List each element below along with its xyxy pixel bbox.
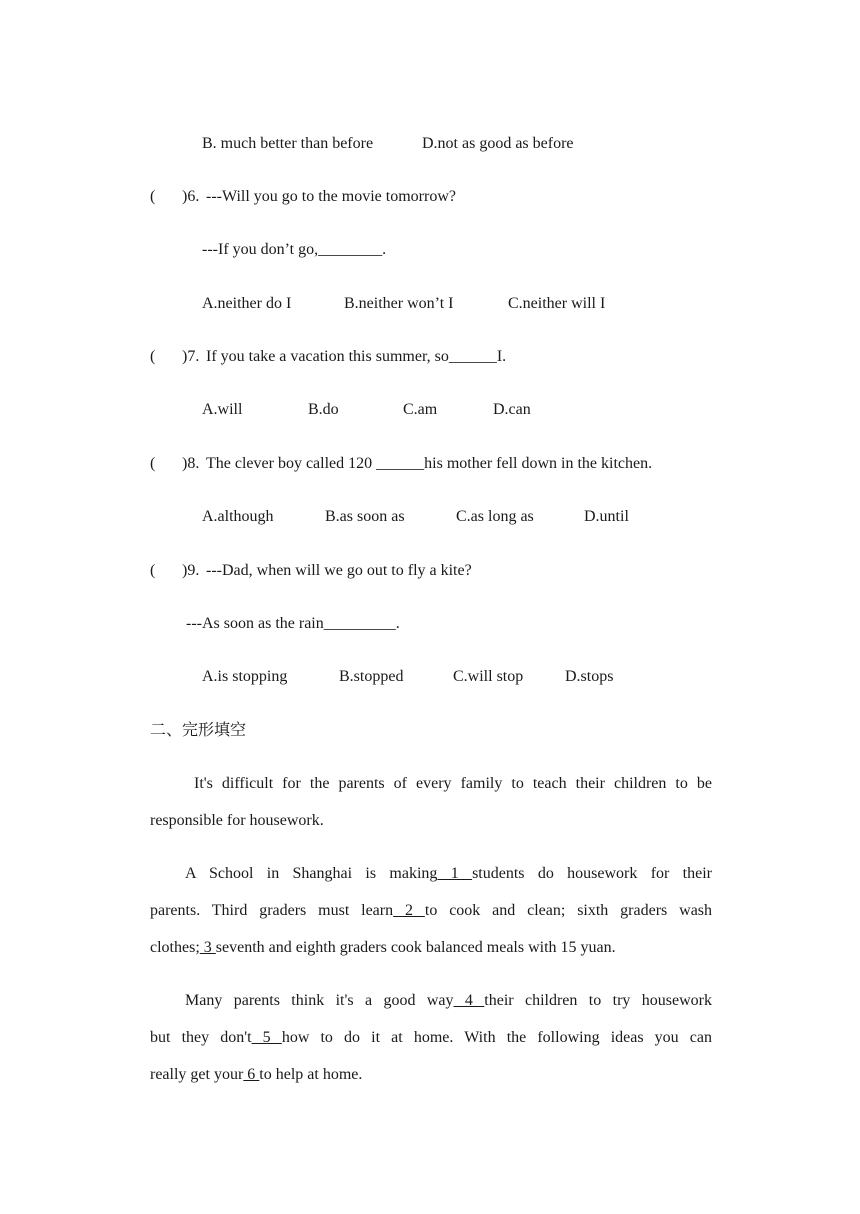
passage-paragraph-1 — [150, 765, 712, 839]
passage-text: Many parents think it's a good way — [185, 992, 454, 1009]
q9-question: ---Dad, when will we go out to fly a kite? — [206, 562, 472, 579]
q6-option-c: C.neither will I — [508, 295, 606, 312]
q6-option-a: A.neither do I — [202, 295, 292, 312]
passage-paragraph-2 — [150, 855, 712, 966]
passage-text: but they don't — [150, 1029, 252, 1046]
passage-text: to cook and clean; sixth graders wash — [424, 902, 713, 919]
q8-question: The clever boy called 120 ______his mother fell down in the kitchen. — [206, 455, 653, 472]
q9-number: )9. — [182, 562, 200, 579]
passage-text: clothes; — [150, 939, 200, 956]
q8-option-d: D.until — [584, 508, 629, 525]
passage-text: students do housework for their — [472, 865, 712, 882]
passage-line — [150, 1056, 712, 1093]
q9-bracket-open: ( — [150, 562, 156, 579]
blank-3: 3 — [199, 939, 216, 956]
passage-text: seventh and eighth graders cook balanced meals with 15 yuan. — [215, 939, 616, 956]
passage-text: to help at home. — [259, 1066, 363, 1083]
q9-option-c: C.will stop — [453, 668, 524, 685]
q6-bracket-open: ( — [150, 188, 156, 205]
blank-5: 5 — [251, 1029, 282, 1046]
q7-option-b: B.do — [308, 401, 339, 418]
passage-line — [150, 855, 712, 892]
blank-1: 1 — [437, 865, 473, 882]
passage-text: really get your — [150, 1066, 244, 1083]
passage-line: It's difficult for the parents of every family to teach their children to be — [194, 775, 712, 792]
passage-text: their children to try housework — [484, 992, 712, 1009]
q5-option-d: D.not as good as before — [422, 135, 574, 152]
q8-option-b: B.as soon as — [325, 508, 405, 525]
q6-reply: ---If you don’t go,________. — [202, 241, 387, 258]
passage-line — [150, 982, 712, 1019]
q7-bracket-open: ( — [150, 348, 156, 365]
passage-paragraph-3 — [150, 982, 712, 1093]
blank-4: 4 — [453, 992, 485, 1009]
passage-line — [150, 929, 712, 966]
q8-option-c: C.as long as — [456, 508, 534, 525]
q9-option-a: A.is stopping — [202, 668, 288, 685]
q6-question: ---Will you go to the movie tomorrow? — [206, 188, 456, 205]
q8-bracket-open: ( — [150, 455, 156, 472]
q9-option-d: D.stops — [565, 668, 614, 685]
q6-number: )6. — [182, 188, 200, 205]
q7-option-d: D.can — [493, 401, 531, 418]
passage-text: A School in Shanghai is making — [185, 865, 438, 882]
passage-line — [150, 892, 712, 929]
q6-option-b: B.neither won’t I — [344, 295, 454, 312]
passage-line: responsible for housework. — [150, 812, 324, 829]
q9-reply: ---As soon as the rain_________. — [186, 615, 400, 632]
q8-option-a: A.although — [202, 508, 274, 525]
q5-option-b: B. much better than before — [202, 135, 374, 152]
passage-line — [150, 1019, 712, 1056]
q7-option-a: A.will — [202, 401, 243, 418]
section-title-cloze: 二、完形填空 — [150, 720, 247, 739]
passage-text: parents. Third graders must learn — [150, 902, 394, 919]
q7-number: )7. — [182, 348, 200, 365]
blank-6: 6 — [243, 1066, 260, 1083]
passage-text: how to do it at home. With the following ideas you can — [281, 1029, 713, 1046]
q8-number: )8. — [182, 455, 200, 472]
q7-option-c: C.am — [403, 401, 438, 418]
blank-2: 2 — [393, 902, 425, 919]
q7-question: If you take a vacation this summer, so______I. — [206, 348, 507, 365]
q9-option-b: B.stopped — [339, 668, 404, 685]
